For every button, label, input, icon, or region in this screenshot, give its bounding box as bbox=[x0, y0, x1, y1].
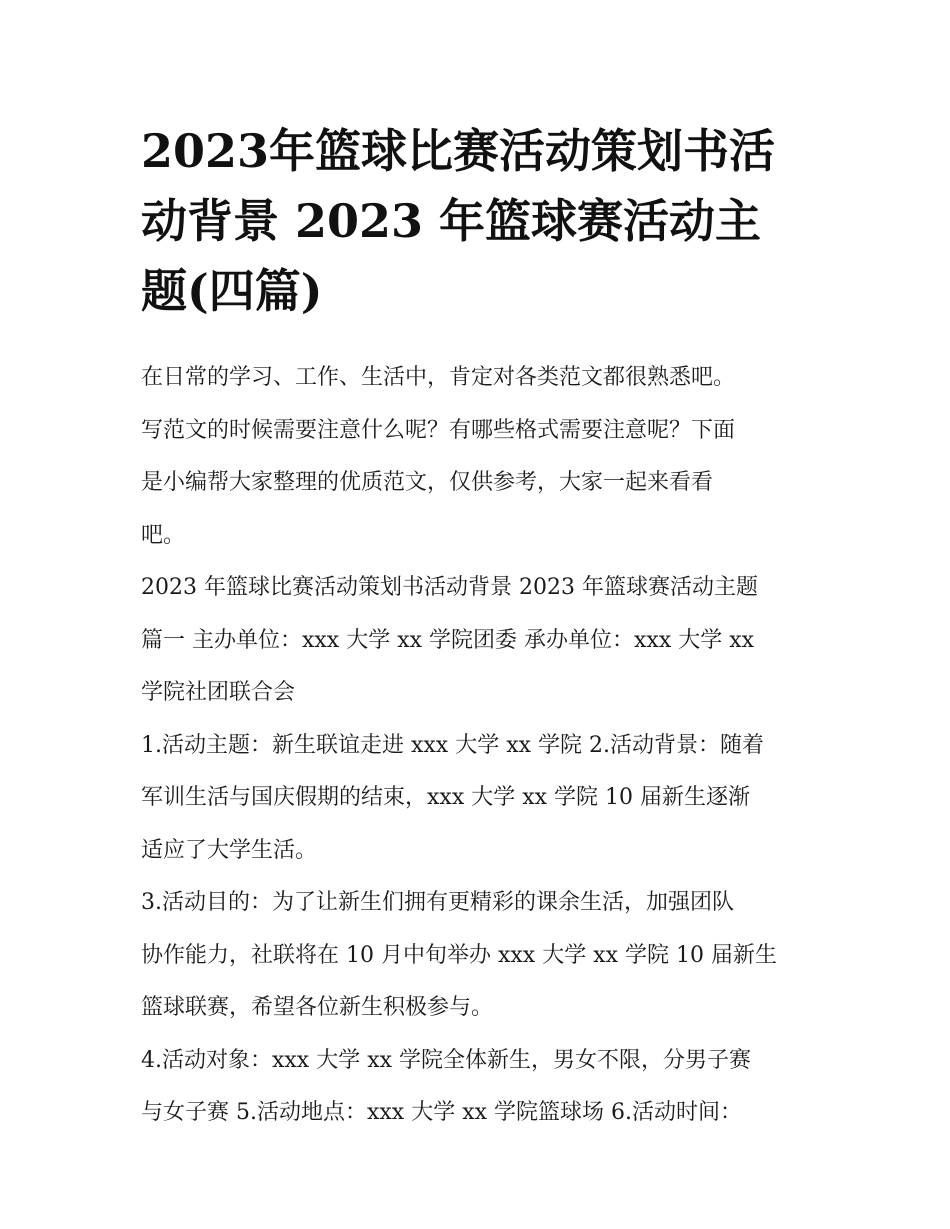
target-paragraph bbox=[141, 1035, 821, 1140]
title-line: 动背景 2023 年篮球赛活动主 bbox=[141, 194, 762, 248]
text-line: 吧。 bbox=[141, 522, 186, 548]
heading-paragraph bbox=[141, 562, 821, 720]
text-line: 4.活动对象：xxx 大学 xx 学院全体新生，男女不限，分男子赛 bbox=[141, 1047, 752, 1073]
text-line: 协作能力，社联将在 10 月中旬举办 xxx 大学 xx 学院 10 届新生 bbox=[141, 942, 777, 968]
text-line: 学院社团联合会 bbox=[141, 680, 296, 705]
text-line: 3.活动目的：为了让新生们拥有更精彩的课余生活，加强团队 bbox=[141, 890, 734, 915]
title-line: 题(四篇) bbox=[141, 264, 323, 318]
document-title bbox=[141, 116, 821, 326]
text-line: 军训生活与国庆假期的结束，xxx 大学 xx 学院 10 届新生逐渐 bbox=[141, 785, 750, 810]
text-line: 2023 年篮球比赛活动策划书活动背景 2023 年篮球赛活动主题 bbox=[141, 575, 758, 600]
text-line: 与女子赛 5.活动地点：xxx 大学 xx 学院篮球场 6.活动时间： bbox=[141, 1100, 742, 1125]
text-line: 在日常的学习、工作、生活中，肯定对各类范文都很熟悉吧。 bbox=[141, 365, 736, 390]
text-line: 写范文的时候需要注意什么呢？有哪些格式需要注意呢？下面 bbox=[141, 417, 736, 443]
text-line: 篮球联赛，希望各位新生积极参与。 bbox=[141, 995, 494, 1020]
text-line: 1.活动主题：新生联谊走进 xxx 大学 xx 学院 2.活动背景：随着 bbox=[141, 732, 764, 758]
theme-paragraph bbox=[141, 720, 821, 878]
text-line: 适应了大学生活。 bbox=[141, 837, 318, 863]
text-line: 篇一 主办单位：xxx 大学 xx 学院团委 承办单位：xxx 大学 xx bbox=[141, 627, 755, 653]
document-body bbox=[141, 352, 821, 1140]
intro-paragraph bbox=[141, 352, 821, 562]
text-line: 是小编帮大家整理的优质范文，仅供参考，大家一起来看看 bbox=[141, 470, 714, 495]
purpose-paragraph bbox=[141, 877, 821, 1035]
title-line: 2023年篮球比赛活动策划书活 bbox=[141, 124, 776, 178]
